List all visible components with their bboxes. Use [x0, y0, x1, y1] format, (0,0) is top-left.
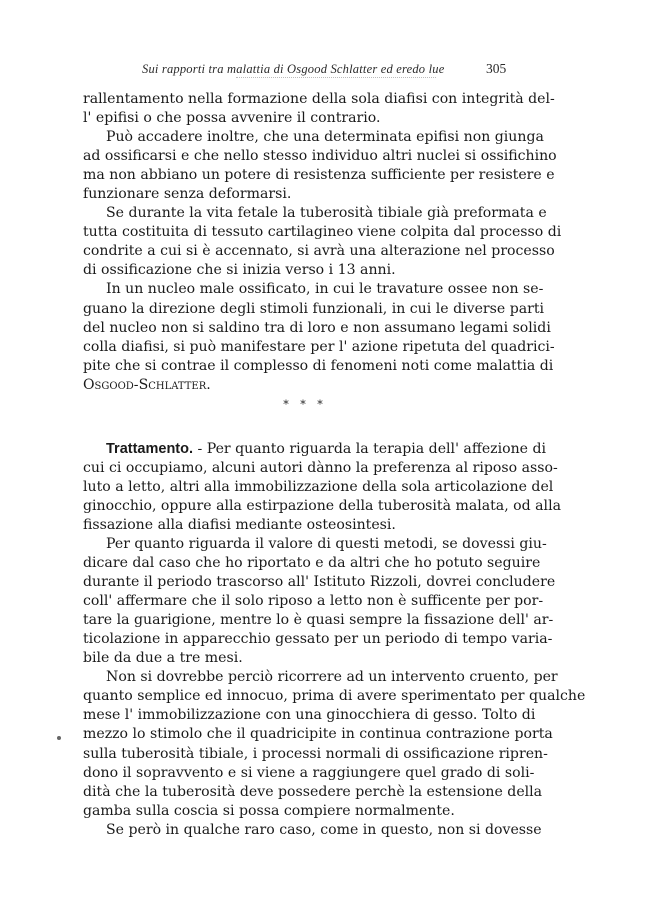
- text-line: colla diafisi, si può manifestare per l' azione ripetuta del quadrici-: [83, 338, 555, 355]
- section-separator: * * *: [283, 397, 327, 411]
- text-line: quanto semplice ed innocuo, prima di avere sperimentato per qualche: [83, 688, 586, 705]
- text-fragment: - Per quanto riguarda la terapia dell' affezione di: [193, 440, 547, 457]
- text-line: ad ossificarsi e che nello stesso individuo altri nuclei si ossifichino: [83, 148, 557, 165]
- text-line: funzionare senza deformarsi.: [83, 186, 292, 203]
- text-line: Per quanto riguarda il valore di questi metodi, se dovessi giu-: [106, 535, 547, 552]
- text-line: coll' affermare che il solo riposo a letto non è sufficente per por-: [83, 593, 544, 610]
- text-line: dità che la tuberosità deve possedere perchè la estensione della: [83, 783, 543, 800]
- text-line: cui ci occupiamo, alcuni autori dànno la preferenza al riposo asso-: [83, 459, 558, 476]
- running-head: Sui rapporti tra malattia di Osgood Schlatter ed eredo lue: [142, 62, 445, 76]
- text-line: del nucleo non si saldino tra di loro e non assumano legami solidi: [83, 319, 551, 336]
- text-line: [83, 376, 513, 395]
- text-line: ginocchio, oppure alla estirpazione della tuberosità malata, od alla: [83, 497, 561, 514]
- section-heading: Trattamento.: [106, 440, 194, 457]
- body-text: [83, 90, 586, 840]
- text-line: ticolazione in apparecchio gessato per un periodo di tempo varia-: [83, 631, 553, 648]
- text-fragment: .: [206, 376, 211, 393]
- eponym: Osgood-Schlatter: [83, 376, 207, 393]
- text-line: bile da due a tre mesi.: [83, 650, 243, 667]
- text-line: dono il sopravvento e si viene a raggiungere quel grado di soli-: [83, 764, 535, 781]
- page-number: 305: [486, 61, 507, 76]
- text-line: ma non abbiano un potere di resistenza sufficiente per resistere e: [83, 167, 555, 184]
- text-line: Non si dovrebbe perciò ricorrere ad un intervento cruento, per: [106, 669, 558, 686]
- text-line: tutta costituita di tessuto cartilagineo viene colpita dal processo di: [83, 224, 562, 241]
- text-line: fissazione alla diafisi mediante osteosintesi.: [83, 516, 396, 533]
- text-line: [83, 440, 547, 459]
- text-line: Se però in qualche raro caso, come in questo, non si dovesse: [106, 821, 542, 838]
- text-line: gamba sulla coscia si possa compiere normalmente.: [83, 802, 455, 819]
- margin-mark: [57, 736, 61, 740]
- text-line: condrite a cui si è accennato, si avrà una alterazione nel processo: [83, 243, 555, 260]
- text-line: guano la direzione degli stimoli funzionali, in cui le diverse parti: [83, 300, 545, 317]
- text-line: Se durante la vita fetale la tuberosità tibiale già preformata e: [106, 205, 547, 222]
- text-line: durante il periodo trascorso all' Istituto Rizzoli, dovrei concludere: [83, 574, 556, 591]
- text-line: rallentamento nella formazione della sola diafisi con integrità del-: [83, 91, 555, 107]
- text-line: sulla tuberosità tibiale, i processi normali di ossificazione ripren-: [83, 745, 548, 762]
- text-line: Può accadere inoltre, che una determinata epifisi non giunga: [106, 129, 544, 146]
- header-rule: [236, 77, 436, 79]
- text-line: l' epifisi o che possa avvenire il contrario.: [83, 110, 381, 127]
- text-line: luto a letto, altri alla immobilizzazione della sola articolazione del: [83, 478, 554, 495]
- text-line: dicare dal caso che ho riportato e da altri che ho potuto seguire: [83, 555, 541, 572]
- text-line: di ossificazione che si inizia verso i 13 anni.: [83, 262, 396, 279]
- text-line: mezzo lo stimolo che il quadricipite in continua contrazione porta: [83, 726, 553, 743]
- section-gap: [83, 414, 513, 440]
- text-line: In un nucleo male ossificato, in cui le travature ossee non se-: [106, 281, 544, 298]
- text-line: tare la guarigione, mentre lo è quasi sempre la fissazione dell' ar-: [83, 612, 554, 629]
- text-line: pite che si contrae il complesso di fenomeni noti come malattia di: [83, 357, 554, 374]
- text-line: mese l' immobilizzazione con una ginocchiera di gesso. Tolto di: [83, 707, 536, 724]
